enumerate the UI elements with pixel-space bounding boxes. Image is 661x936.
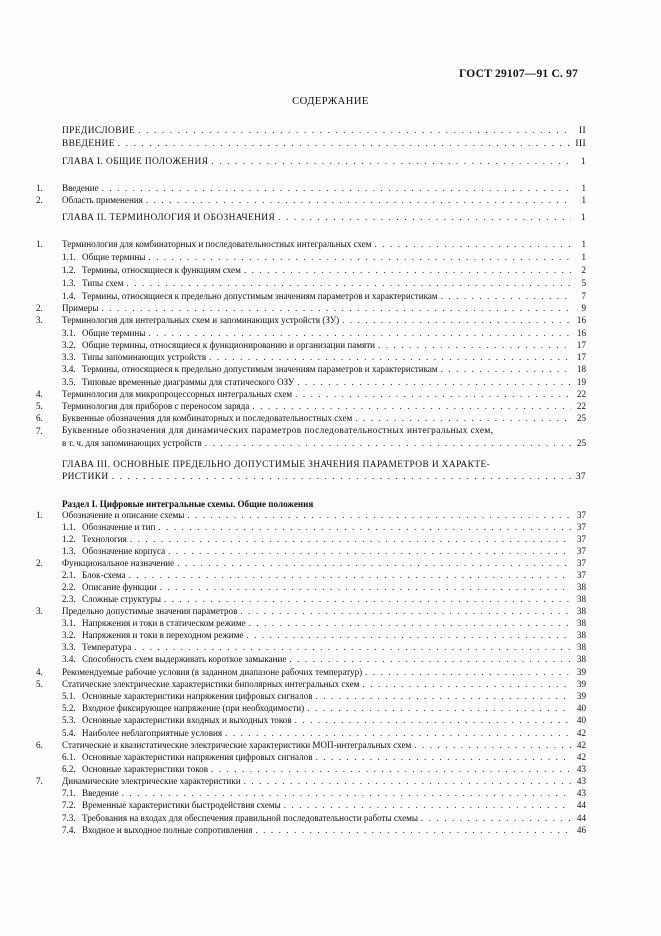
toc-page-number: 17 (576, 352, 586, 362)
toc-title: Температура (82, 642, 132, 652)
toc-entry (82, 800, 586, 811)
toc-number: 1. (36, 239, 43, 249)
toc-title: Статические электрические характеристики биполярных интегральных схем (62, 679, 360, 689)
toc-page-number: 37 (576, 546, 586, 556)
toc-leader (441, 291, 571, 302)
toc-page-number: 9 (581, 303, 586, 313)
toc-page-number: 42 (576, 752, 586, 762)
toc-entry (82, 654, 586, 665)
toc-number: 3.2. (62, 340, 76, 350)
toc-leader (160, 582, 571, 593)
toc-title: Входное фиксирующее напряжение (при необходимости) (82, 703, 305, 713)
toc-leader (244, 776, 571, 787)
toc-leader (211, 764, 571, 775)
toc-title: Общие термины, относящиеся к функционированию и организации памяти (82, 340, 376, 350)
toc-number: 7.2. (62, 800, 76, 810)
toc-number: 2.1. (62, 570, 76, 580)
toc-page-number: 2 (581, 265, 586, 275)
toc-title: Статические и квазистатические электрические характеристики МОП-интегральных схем (62, 740, 412, 750)
toc-number: 3. (36, 315, 43, 325)
toc-entry (82, 813, 586, 824)
toc-leader (295, 389, 571, 400)
toc-leader (205, 438, 571, 449)
toc-leader (112, 472, 571, 483)
toc-entry (82, 252, 586, 263)
toc-line: Раздел I. Цифровые интегральные схемы. Общие положения (62, 499, 314, 509)
toc-number: 3.3. (62, 352, 76, 362)
toc-page-number: 22 (576, 389, 586, 399)
page-title: СОДЕРЖАНИЕ (292, 96, 369, 107)
toc-entry (62, 139, 586, 150)
toc-leader (101, 303, 571, 314)
toc-number: 7.4. (62, 825, 76, 835)
toc-leader (421, 813, 571, 824)
toc-leader (138, 126, 571, 137)
toc-title: Примеры (62, 303, 99, 313)
toc-page-number: 38 (576, 618, 586, 628)
toc-title: ГЛАВА I. ОБЩИЕ ПОЛОЖЕНИЯ (62, 157, 209, 167)
toc-title: Общие термины (82, 328, 146, 338)
toc-title: Сложные структуры (82, 594, 161, 604)
toc-page-number: 46 (576, 825, 586, 835)
toc-entry (62, 510, 586, 521)
toc-title: Основные характеристики входных и выходных токов (82, 715, 292, 725)
toc-entry (82, 703, 586, 714)
toc-leader (168, 546, 571, 557)
toc-page-number: 37 (576, 510, 586, 520)
toc-page-number: 7 (581, 291, 586, 301)
toc-page-number: 1 (581, 183, 586, 193)
toc-page-number: 1 (581, 252, 586, 262)
toc-title: Терминология для приборов с переносом заряда (62, 401, 250, 411)
toc-entry (62, 315, 586, 326)
toc-entry (82, 715, 586, 726)
toc-page-number: 16 (576, 315, 586, 325)
toc-page-number: 1 (580, 213, 586, 223)
toc-entry (62, 438, 586, 449)
toc-title: Термины, относящиеся к предельно допустимым значениям параметров и характеристикам (82, 364, 438, 374)
toc-title: Типы схем (82, 278, 124, 288)
toc-title: Общие термины (82, 252, 146, 262)
toc-leader (225, 728, 571, 739)
toc-page-number: 16 (576, 328, 586, 338)
toc-number: 5.1. (62, 691, 76, 701)
toc-entry (82, 546, 586, 557)
toc-number: 1.1. (62, 522, 76, 532)
toc-page-number: 39 (576, 667, 586, 677)
toc-leader (378, 340, 571, 351)
toc-title: Обозначение корпуса (82, 546, 166, 556)
toc-entry (62, 606, 586, 617)
page-header: ГОСТ 29107—91 С. 97 (459, 68, 578, 80)
toc-number: 3.4. (62, 654, 76, 664)
toc-title: РИСТИКИ (62, 472, 109, 482)
toc-number: 3.2. (62, 630, 76, 640)
toc-entry (62, 303, 586, 314)
toc-leader (342, 315, 571, 326)
toc-number: 1.1. (62, 252, 76, 262)
toc-page-number: II (578, 126, 586, 136)
toc-title: Технология (82, 534, 127, 544)
toc-page-number: 25 (576, 438, 586, 448)
toc-entry (82, 364, 586, 375)
toc-leader (148, 328, 571, 339)
toc-leader (316, 752, 571, 763)
toc-leader (130, 534, 571, 545)
toc-title: ГЛАВА II. ТЕРМИНОЛОГИЯ И ОБОЗНАЧЕНИЯ (62, 213, 276, 223)
toc-leader (164, 594, 571, 605)
toc-leader (297, 377, 571, 388)
toc-leader (102, 183, 571, 194)
toc-title: Введение (82, 788, 119, 798)
toc-page-number: 38 (576, 582, 586, 592)
toc-entry (82, 570, 586, 581)
toc-leader (118, 139, 571, 150)
toc-entry (82, 522, 586, 533)
toc-leader (375, 239, 571, 250)
toc-page-number: 37 (575, 472, 586, 482)
toc-entry (82, 534, 586, 545)
toc-page-number: 39 (576, 679, 586, 689)
toc-title: Область применения (62, 195, 143, 205)
toc-page-number: 42 (576, 728, 586, 738)
toc-entry (82, 291, 586, 302)
toc-page-number: 43 (576, 776, 586, 786)
toc-title: Рекомендуемые рабочие условия (в заданном диапазоне рабочих температур) (62, 667, 363, 677)
toc-entry (82, 825, 586, 836)
toc-number: 1.3. (62, 546, 76, 556)
toc-page-number: 42 (576, 740, 586, 750)
toc-page-number: 19 (576, 377, 586, 387)
toc-page-number: 38 (576, 630, 586, 640)
toc-page-number: 43 (576, 788, 586, 798)
toc-title: Напряжения и токи в переходном режиме (82, 630, 244, 640)
toc-entry (82, 691, 586, 702)
toc-number: 7.1. (62, 788, 76, 798)
toc-leader (209, 352, 571, 363)
toc-page-number: 18 (576, 364, 586, 374)
toc-page-number: 37 (576, 534, 586, 544)
toc-number: 1.4. (62, 291, 76, 301)
toc-number: 5.3. (62, 715, 76, 725)
toc-page-number: 39 (576, 691, 586, 701)
toc-entry (62, 558, 586, 569)
toc-title: Блок-схема (82, 570, 126, 580)
toc-entry (82, 630, 586, 641)
toc-leader (255, 825, 571, 836)
toc-leader (252, 401, 571, 412)
toc-page-number: 17 (576, 340, 586, 350)
toc-entry (82, 340, 586, 351)
toc-page-number: III (575, 139, 586, 149)
toc-title: Функциональное назначение (62, 558, 175, 568)
toc-leader (134, 642, 571, 653)
toc-number: 6.1. (62, 752, 76, 762)
toc-entry (82, 728, 586, 739)
toc-entry (82, 752, 586, 763)
toc-title: Наиболее неблагоприятные условия (82, 728, 223, 738)
toc-number: 1. (36, 183, 43, 193)
toc-leader (211, 157, 571, 168)
toc-page-number: 38 (576, 606, 586, 616)
toc-number: 2. (36, 303, 43, 313)
toc-entry (62, 401, 586, 412)
toc-page-number: 38 (576, 654, 586, 664)
toc-title: Типовые временные диаграммы для статического ОЗУ (82, 377, 295, 387)
toc-number: 1.2. (62, 534, 76, 544)
toc-entry (62, 239, 586, 250)
toc-number: 6. (36, 740, 43, 750)
toc-page-number: 1 (581, 239, 586, 249)
toc-entry (62, 213, 586, 224)
toc-entry (82, 764, 586, 775)
toc-number: 1.3. (62, 278, 76, 288)
toc-leader (158, 522, 571, 533)
toc-entry (62, 157, 586, 168)
toc-entry (82, 582, 586, 593)
toc-leader (307, 703, 571, 714)
toc-page-number: 22 (576, 401, 586, 411)
toc-title: в т. ч. для запоминающих устройств (62, 438, 202, 448)
toc-leader (244, 265, 571, 276)
toc-leader (122, 788, 571, 799)
toc-entry (82, 642, 586, 653)
toc-leader (365, 667, 571, 678)
toc-number: 7. (36, 776, 43, 786)
toc-entry (62, 740, 586, 751)
toc-title: Основные характеристики напряжения цифровых сигналов (82, 691, 313, 701)
toc-number: 7.3. (62, 813, 76, 823)
toc-page-number: 1 (581, 195, 586, 205)
toc-title: Требования на входах для обеспечения правильной последовательности работы схемы (82, 813, 418, 823)
toc-page-number: 37 (576, 558, 586, 568)
toc-number: 3.1. (62, 618, 76, 628)
toc-line: ГЛАВА III. ОСНОВНЫЕ ПРЕДЕЛЬНО ДОПУСТИМЫЕ ЗНАЧЕНИЯ ПАРАМЕТРОВ И ХАРАКТЕ- (62, 460, 491, 470)
toc-title: Буквенные обозначения для комбинаторных и последовательностных схем (62, 413, 353, 423)
toc-leader (295, 715, 571, 726)
toc-entry (82, 278, 586, 289)
toc-number: 6. (36, 413, 43, 423)
toc-page-number: 37 (576, 570, 586, 580)
toc-page-number: 38 (576, 594, 586, 604)
toc-page-number: 38 (576, 642, 586, 652)
toc-entry (82, 265, 586, 276)
toc-leader (355, 413, 571, 424)
toc-number: 3.4. (62, 364, 76, 374)
toc-leader (278, 213, 571, 224)
toc-title: Терминология для комбинаторных и последовательностных интегральных схем (62, 239, 372, 249)
toc-title: Входное и выходное полные сопротивления (82, 825, 253, 835)
toc-page-number: 25 (576, 413, 586, 423)
toc-entry (62, 126, 586, 137)
toc-title: Описание функции (82, 582, 157, 592)
toc-entry (62, 195, 586, 206)
toc-page-number: 44 (576, 813, 586, 823)
toc-title: Предельно допустимые значения параметров (62, 606, 238, 616)
toc-entry (82, 594, 586, 605)
toc-entry (62, 472, 586, 483)
toc-leader (246, 630, 571, 641)
toc-leader (289, 654, 571, 665)
toc-leader (187, 510, 571, 521)
toc-entry (62, 667, 586, 678)
toc-leader (414, 740, 571, 751)
toc-title: Обозначение и описание схемы (62, 510, 185, 520)
toc-number: 3.5. (62, 377, 76, 387)
toc-entry (82, 377, 586, 388)
toc-title: Термины, относящиеся к предельно допустимым значениям параметров и характеристикам (82, 291, 438, 301)
toc-number: 4. (36, 667, 43, 677)
toc-number: 4. (36, 389, 43, 399)
toc-page-number: 44 (576, 800, 586, 810)
toc-page-number: 43 (576, 764, 586, 774)
toc-entry (62, 776, 586, 787)
toc-number: 2.2. (62, 582, 76, 592)
toc-leader (441, 364, 571, 375)
toc-title: Введение (62, 183, 99, 193)
toc-entry (62, 413, 586, 424)
toc-number: 3.3. (62, 642, 76, 652)
toc-title: Основные характеристики токов (82, 764, 208, 774)
toc-entry (62, 389, 586, 400)
toc-number: 5. (36, 679, 43, 689)
toc-line: Буквенные обозначения для динамических параметров последовательностных интегральных схем, (62, 426, 494, 436)
toc-number: 5.4. (62, 728, 76, 738)
toc-page-number: 1 (580, 157, 586, 167)
toc-number: 1.2. (62, 265, 76, 275)
toc-leader (146, 195, 571, 206)
toc-number: 5. (36, 401, 43, 411)
toc-title: Типы запоминающих устройств (82, 352, 207, 362)
toc-number: 1. (36, 510, 43, 520)
toc-leader (148, 252, 571, 263)
toc-number: 5.2. (62, 703, 76, 713)
toc-number: 6.2. (62, 764, 76, 774)
toc-number: 3.1. (62, 328, 76, 338)
toc-number: 7. (36, 426, 43, 436)
toc-leader (362, 679, 571, 690)
toc-leader (240, 606, 571, 617)
toc-title: ПРЕДИСЛОВИЕ (62, 126, 136, 136)
toc-page-number: 37 (576, 522, 586, 532)
toc-title: Основные характеристики напряжения цифровых сигналов (82, 752, 313, 762)
toc-entry (82, 328, 586, 339)
toc-page-number: 5 (581, 278, 586, 288)
toc-number: 2. (36, 558, 43, 568)
toc-title: ВВЕДЕНИЕ (62, 139, 115, 149)
toc-leader (284, 800, 571, 811)
toc-title: Напряжения и токи в статическом режиме (82, 618, 246, 628)
toc-leader (129, 570, 571, 581)
toc-entry (82, 788, 586, 799)
toc-title: Терминология для микропроцессорных интегральных схем (62, 389, 293, 399)
toc-entry (62, 679, 586, 690)
toc-entry (82, 352, 586, 363)
toc-title: Динамические электрические характеристики (62, 776, 241, 786)
toc-title: Терминология для интегральных схем и запоминающих устройств (ЗУ) (62, 315, 340, 325)
toc-page-number: 40 (576, 715, 586, 725)
toc-number: 3. (36, 606, 43, 616)
toc-leader (177, 558, 571, 569)
toc-page-number: 40 (576, 703, 586, 713)
toc-title: Временные характеристики быстродействия схемы (82, 800, 281, 810)
toc-number: 2. (36, 195, 43, 205)
toc-leader (249, 618, 571, 629)
toc-entry (82, 618, 586, 629)
toc-entry (62, 183, 586, 194)
toc-title: Обозначение и тип (82, 522, 156, 532)
toc-leader (316, 691, 571, 702)
toc-title: Способность схем выдерживать короткое замыкание (82, 654, 287, 664)
toc-title: Термины, относящиеся к функциям схем (82, 265, 241, 275)
toc-number: 2.3. (62, 594, 76, 604)
toc-leader (126, 278, 571, 289)
